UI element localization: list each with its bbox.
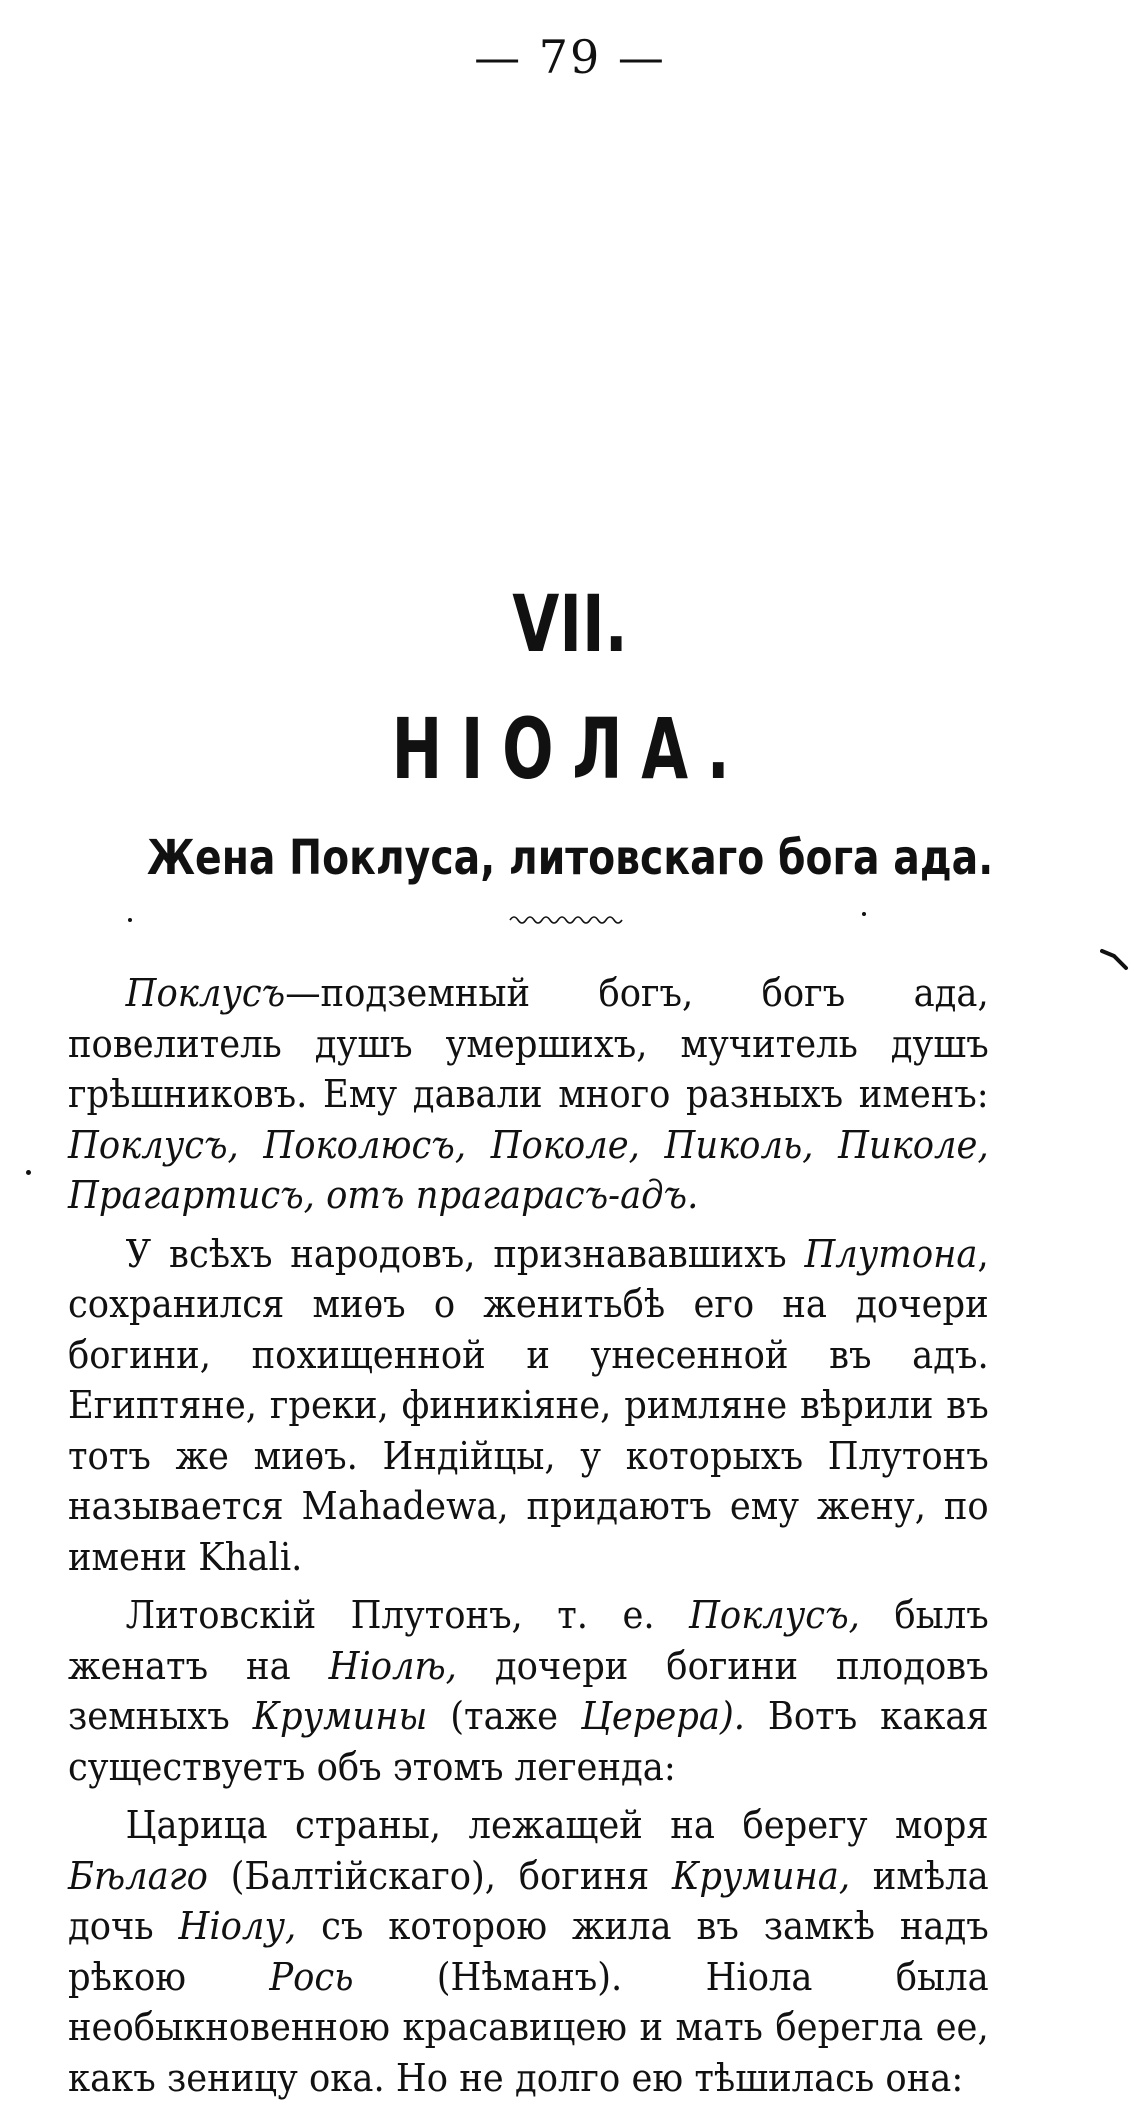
page-number: — 79 —	[474, 30, 666, 84]
margin-ink-mark	[1100, 948, 1130, 972]
chapter-number: VII.	[512, 580, 628, 670]
chapter-body	[68, 968, 989, 2103]
text-segment: Вотъ какая существуетъ объ этомъ легенда:	[68, 1694, 989, 1789]
italic-text-segment: Плутона	[804, 1231, 978, 1276]
italic-text-segment: Ніолу,	[178, 1904, 297, 1948]
text-segment: (Балтійскаго), богиня	[207, 1853, 672, 1898]
wave-ornament-divider	[508, 912, 626, 926]
text-segment: —подземный богъ, богъ ада, повелитель душъ умершихъ, мучитель душъ грѣшниковъ. Ему давали много разныхъ именъ:	[68, 971, 989, 1116]
text-segment: имѣла дочь	[68, 1853, 989, 1948]
italic-text-segment: Крумина,	[671, 1853, 851, 1898]
italic-text-segment: Поклусъ	[125, 971, 286, 1015]
text-segment: Литовскій Плутонъ, т. е.	[125, 1593, 690, 1637]
text-segment: былъ женатъ на	[68, 1593, 989, 1688]
italic-text-segment: Бѣлаго	[68, 1853, 208, 1898]
chapter-title: НІОЛА.	[391, 700, 749, 798]
chapter-subtitle: Жена Поклуса, литовскаго бога ада.	[146, 830, 994, 886]
paragraph	[68, 1229, 989, 1583]
italic-text-segment: Рось	[269, 1954, 354, 1999]
text-segment: , сохранился миѳъ о женитьбѣ его на дочери богини, похищенной и унесенной въ адъ. Египтяне, греки, финикіяне, римляне вѣрили въ тотъ же миѳъ. Индійцы, у которыхъ Плутонъ называется Mahadewa, придаютъ ему жену, по имени Khali.	[68, 1231, 989, 1579]
paragraph	[68, 1800, 989, 2103]
italic-text-segment: Поклусъ,	[689, 1593, 860, 1637]
text-segment: (таже	[427, 1694, 581, 1738]
text-segment: (Нѣманъ). Ніола была необыкновенною красавицею и мать берегла ее, какъ зеницу ока. Но не долго ею тѣшилась она:	[68, 1954, 989, 2100]
print-speck	[862, 912, 866, 916]
text-segment: У всѣхъ народовъ, признававшихъ	[125, 1231, 805, 1276]
italic-text-segment: Поклусъ, Поколюсъ, Поколе, Пиколь, Пиколе, Прагартисъ, отъ прагарасъ-адъ.	[68, 1122, 989, 1217]
italic-text-segment: Церера).	[580, 1694, 745, 1738]
print-speck	[26, 1170, 31, 1175]
italic-text-segment: Крумины	[252, 1694, 428, 1738]
text-segment: Царица страны, лежащей на берегу моря	[125, 1803, 989, 1847]
paragraph	[68, 1590, 989, 1792]
italic-text-segment: Ніолѣ,	[328, 1643, 457, 1688]
text-segment: дочери богини плодовъ земныхъ	[68, 1643, 989, 1738]
print-speck	[128, 918, 132, 922]
text-segment: съ которою жила въ замкѣ надъ рѣкою	[68, 1904, 989, 1999]
paragraph	[68, 968, 989, 1221]
